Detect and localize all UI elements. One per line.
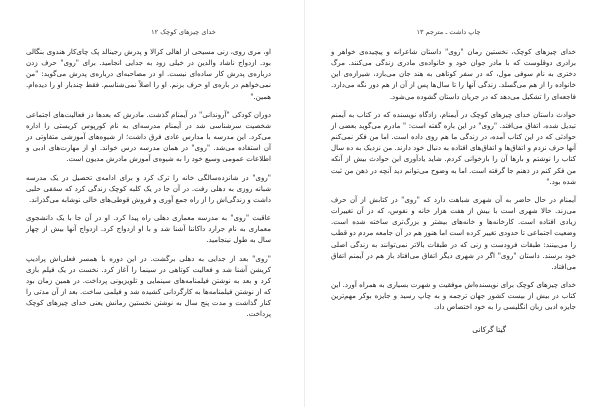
left-paragraph-2: دوران کودکی "آروندانی" در آیمنام گذشت. مادرش که بعدها در فعالیت‌های اجتماعی شخصیت سرشناسی شد در آیمنام مدرسه‌ای به نام کورپوس کریستی را اداره می‌کرد. این مدرسه با مدارس عادی فرق داشت؛ از شیوه‌های آموزشی متفاوتی در آن استفاده می‌شد. "روی" در همان مدرسه درس خواند. او از مهارت‌های ادبی و اطلاعات عمومی وسیع خود را به شیوه‌ی آموزش مادرش مدیون است. [26,109,271,164]
right-paragraph-3: آیمنام در حال حاضر به آن شهری شباهت دارد که "روی" در کتابش از آن حرف می‌زند. حالا شهری است با بیش از هفت هزار خانه و نفوس، که در آن تغییرات زیادی افتاده است. کارخانه‌ها و خانه‌های بیشتر و بزرگ‌تری ساخته شده است. وضعیت اجتماعی تا حدودی تغییر کرده است اما هنوز هم در آن جامعه مردم دو قطب را می‌بینند: طبقات فرودست و زنی که در طبقات بالاتر نمی‌توانند به زندگی اصلی خود برسند. داستان "روی" اگر در شهری دیگر اتفاق می‌افتاد باز هم در آیمنم اتفاق می‌افتاد. [331,194,576,271]
right-paragraph-4: خدای چیزهای کوچک برای نویسنده‌اش موفقیت و شهرت بسیاری به همراه آورد. این کتاب در بیش از بیست کشور جهان ترجمه و به چاپ رسید و جایزه بوکر مهم‌ترین جایزه ادبی زبان انگلیسی را به خود اختصاص داد. [331,279,576,312]
left-paragraph-4: عاقبت "روی" به مدرسه معماری دهلی راه پیدا کرد. او در آن جا با یک دانشجوی معماری به نام جرارد داکاننا آشنا شد و با او ازدواج کرد. ازدواج آنها بیش از چهار سال به طول نینجامید. [26,213,271,245]
right-page [305,0,610,407]
left-paragraph-3: "روی" در شانزده‌سالگی خانه را ترک کرد و برای ادامه‌ی تحصیل در یک مدرسه شبانه روزی به دهلی رفت. در آن جا در یک کلبه کوچک زندگی کرد که سقفی حلبی داشت و زندگی‌اش را از راه جمع آوری و فروش قوطی‌های خالی نوشابه می‌گذراند. [26,172,271,204]
right-paragraph-2: حوادث داستان خدای چیزهای کوچک در آیمنام، زادگاه نویسنده که در کتاب به آیمنم تبدیل شده، اتفاق می‌افتد. "روی" در این باره گفته است: " مادرم می‌گوید بعضی از حوادثی که در این کتاب آمده، در زندگی ما هم روی داده است. اما من فکر نمی‌کنم آنها حرف نزدم و اتفاق‌ها و اتفاق‌های افتاده به دنبال خود دارند. من نزدیک به ده سال کتاب را نوشتم و بارها آن را بازخوانی کردم. شاید یادآوری این حوادث بیش از آنکه من فکر کنم در ذهنم جا گرفته است. اما به وضوح می‌توانم دید آنچه در ذهن من ثبت شده بود." [331,109,576,186]
left-paragraph-5: "روی" بعد از جدایی به دهلی برگشت. در این دوره با همسر فعلی‌اش پرادیپ کریشن آشنا شد و فعالیت کوتاهی در سینما را آغاز کرد. نخست در یک فیلم بازی کرد و بعد به نوشتن فیلمنامه‌های سینمایی و تلویزیونی پرداخت. در همین زمان بود که از نوشتن فیلمنامه‌ها به کارگردانی کشیده شد و فیلمی ساخت. بعد از آن مدتی را کنار گذاشت و مدت پنج سال به نوشتن نخستین رمانش یعنی خدای چیزهای کوچک پرداخت. [26,253,271,319]
right-paragraph-1: خدای چیزهای کوچک، نخستین رمان "روی" داستان شاعرانه و پیچیده‌ی خواهر و برادری دوقلوست که با مادر جوان خود و خانواده‌ی مادری زندگی می‌کنند. مرگ دختری به نام سوفی مول، که در سفر کوتاهی به هند جان می‌بازد، شیرازه‌ی این خانواده را از هم می‌گسلد. زندگی آنها را تا سال‌ها پس از آن از هم دور نگه می‌دارد. فاجعه‌ای را تشکیل می‌دهد که در جریان داستان گشوده می‌شود. [331,47,576,101]
left-paragraph-1: او، مری روی، زنی مسیحی از اهالی کرالا و پدرش رجینالد پک چای‌کار هندوی بنگالی بود. ازدواج ناشاد والدین در خیلی زود به جدایی انجامید. برای "روی" حرف زدن درباره‌ی پدرش کار ساده‌ای نیست. او در مصاحبه‌ای درباره‌ی پدرش می‌گوید: "من نمی‌خواهم در باره‌ی او حرف بزنم. او را اصلاً نمی‌شناسم. فقط چندبار او را دیده‌ام. همین." [26,47,271,101]
translator-signature: گیتا گرکانی [472,325,506,335]
left-running-head: خدای چیزهای کوچک ١٢ [151,28,216,36]
right-running-head: چاپ داشت ـ مترجم ١٣ [416,28,481,36]
